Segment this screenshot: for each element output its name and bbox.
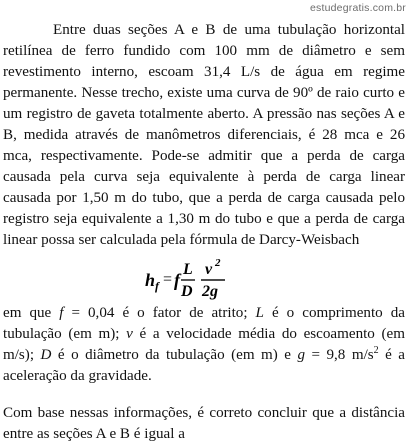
var-L: L: [255, 305, 264, 321]
darcy-weisbach-formula: [3, 251, 405, 303]
formula-lhs: h: [145, 270, 156, 290]
formula-denominator-gravity: 2g: [202, 283, 218, 300]
site-watermark: estudegratis.com.br: [309, 2, 406, 14]
var-D: D: [40, 347, 52, 363]
problem-statement: Entre duas seções A e B de uma tubulação horizontal retilínea de ferro fundido com 100 mm de diâmetro e sem revestimento interno, escoam 31,4 L/s de água em regime permanente. Nesse trecho, existe uma curva de 90º de raio curto e um registro de gaveta totalmente aberto. A pressão nas seções A e B, medida através de manômetros diferenciais, é 28 mca e 26 mca, respectivamente. Pode-se admitir que a perda de carga causada pela curva seja equivalente à perda de carga linear causada por 1,50 m do tubo, que a perda de carga causada pelo registro seja equivalente a 1,30 m do tubo e que a perda de carga linear possa ser calculada pela fórmula de Darcy-Weisbach: [3, 22, 405, 248]
var-g: g: [297, 347, 306, 363]
question-text: [3, 20, 405, 445]
formula-denominator-diameter: D: [181, 283, 193, 300]
var-f: f: [59, 305, 64, 321]
formula-coefficient: f: [174, 270, 180, 290]
question-prompt: Com base nessas informações, é correto concluir que a distância entre as seções A e B é igual a: [3, 405, 405, 442]
variable-definitions: em que f = 0,04 é o fator de atrito; L é o comprimento da tubulação (em m); v é a velocidade média do escoamento (em m/s); D é o diâmetro da tubulação (em m) e g = 9,8 $m/s^2$ é a aceleração da gravidade.: [3, 305, 405, 384]
formula-velocity-exponent: 2: [215, 257, 221, 269]
formula-lhs-subscript: f: [155, 279, 159, 293]
var-v: v: [126, 326, 133, 342]
gravity-exponent: 2: [373, 344, 379, 356]
formula-numerator-velocity: v: [205, 261, 213, 278]
formula-equals: =: [163, 271, 173, 288]
formula-numerator-length: L: [183, 261, 193, 278]
